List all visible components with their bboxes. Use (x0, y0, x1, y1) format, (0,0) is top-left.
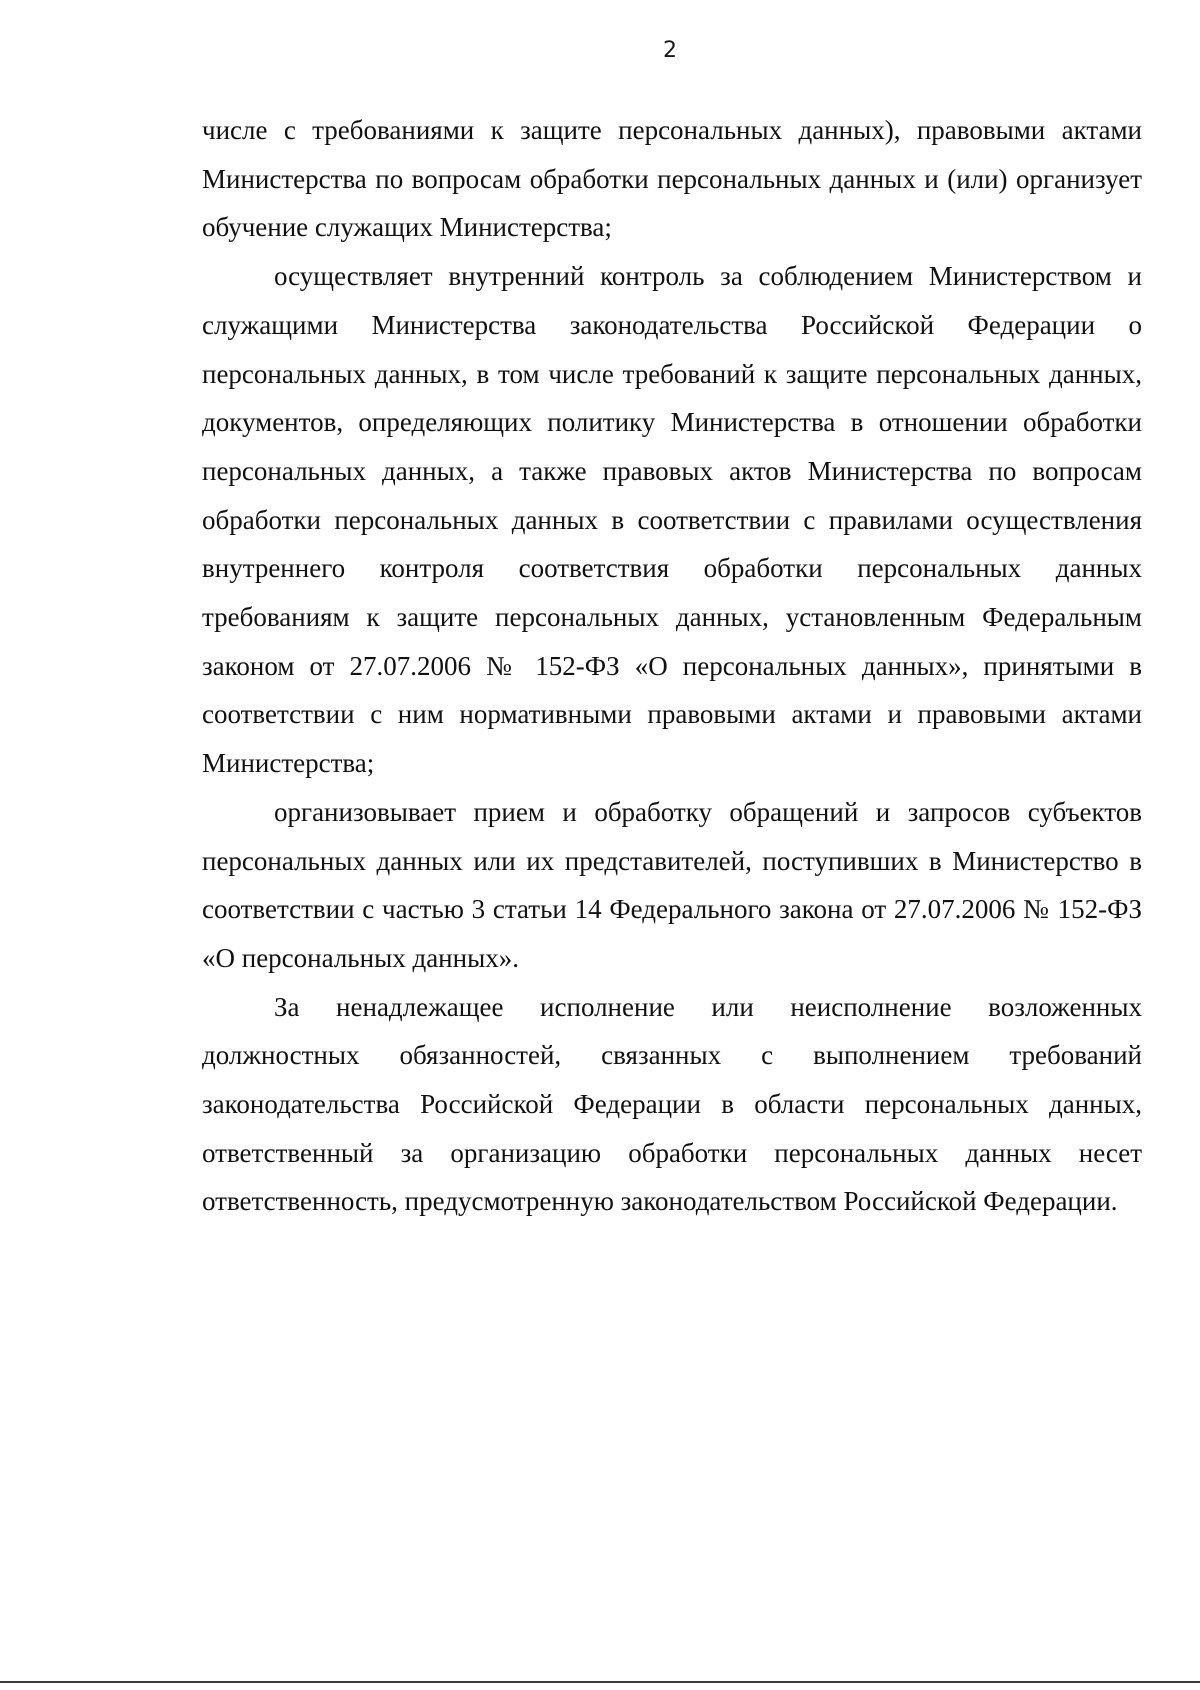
paragraph-requests: организовывает прием и обработку обращений и запросов субъектов персональных данных или их представителей, поступивших в Министерство в соответствии с частью 3 статьи 14 Федерального закона от 27.07.2006 № 152-ФЗ «О персональных данных». (202, 796, 1142, 973)
document-body (202, 106, 1142, 1226)
bottom-divider (0, 1681, 1200, 1683)
paragraph-responsibility: За ненадлежащее исполнение или неисполнение возложенных должностных обязанностей, связанных с выполнением требований законодательства Российской Федерации в области персональных данных, ответственный за организацию обработки персональных данных несет ответственность, предусмотренную законодательством Российской Федерации. (202, 991, 1142, 1217)
page-number: 2 (663, 38, 677, 63)
paragraph-internal-control: осуществляет внутренний контроль за соблюдением Министерством и служащими Министерства законодательства Российской Федерации о персональных данных, в том числе требований к защите персональных данных, документов, определяющих политику Министерства в отношении обработки персональных данных, а также правовых актов Министерства по вопросам обработки персональных данных в соответствии с правилами осуществления внутреннего контроля соответствия обработки персональных данных требованиям к защите персональных данных, установленным Федеральным законом от 27.07.2006 № 152-ФЗ «О персональных данных», принятыми в соответствии с ним нормативными правовыми актами и правовыми актами Министерства; (202, 261, 1142, 779)
paragraph-continuation: числе с требованиями к защите персональных данных), правовыми актами Министерства по вопросам обработки персональных данных и (или) организует обучение служащих Министерства; (202, 115, 1142, 243)
